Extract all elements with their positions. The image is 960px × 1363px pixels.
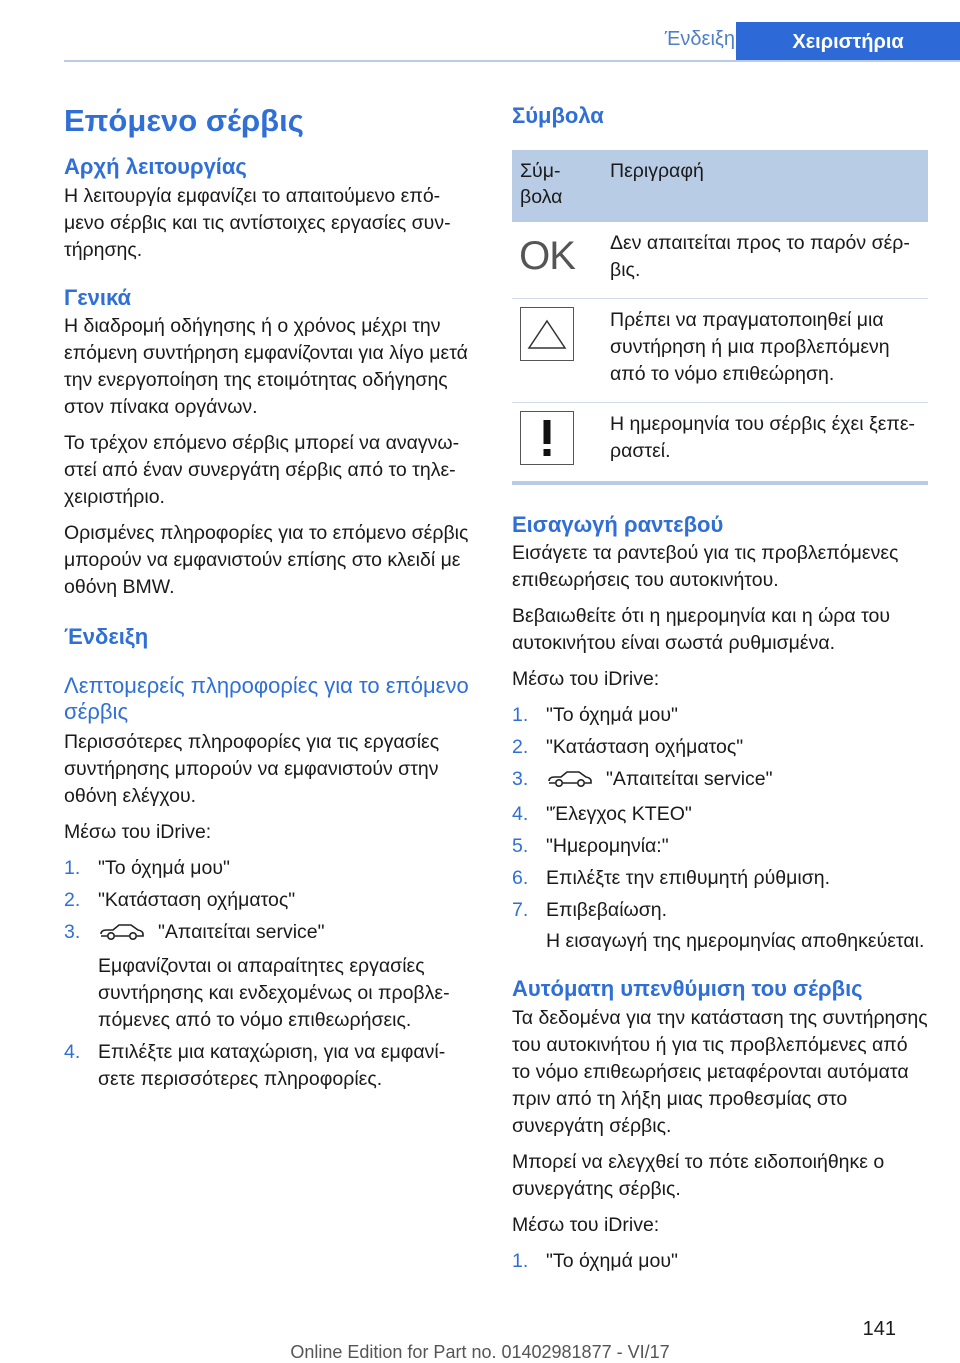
step-number: 4.: [64, 1041, 81, 1064]
list-item: [64, 1039, 474, 1093]
paragraph-function: Η λειτουργία εμφανίζει το απαιτούμενο επόμενο σέρβις και τις αντίστοιχες εργασίες συντήρησης.: [64, 184, 451, 261]
table-header-row: [512, 150, 928, 222]
steps-list-details: [64, 855, 474, 1093]
paragraph-appointment-2: Βεβαιωθείτε ότι η ημερομηνία και η ώρα του αυτοκινήτου είναι σωστά ρυθμισμένα.: [512, 605, 891, 654]
active-chapter-tab[interactable]: Χειριστήρια: [736, 22, 960, 62]
step-number: 5.: [512, 835, 529, 857]
symbol-cell: [512, 402, 602, 483]
list-item: [64, 887, 474, 914]
heading-display: Ένδειξη: [64, 624, 149, 650]
paragraph-via-idrive: Μέσω του iDrive:: [64, 821, 212, 844]
heading-appointment: Εισαγωγή ραντεβού: [512, 511, 724, 537]
step-number: 1.: [512, 704, 529, 726]
paragraph-auto-1: Τα δεδομένα για την κατάσταση της συντήρησης του αυτοκινήτου ή για τις προβλεπόμενες από το νόμο επιθεωρήσεις μεταφέρονται αυτόματα πριν από τη λήξη μιας προθεσμίας στο συνεργάτη σέρβις.: [512, 1006, 928, 1137]
symbol-cell: [512, 298, 602, 402]
step-text: "Έλεγχος ΚΤΕΟ": [546, 803, 692, 825]
section-tab[interactable]: Ένδειξη: [664, 28, 735, 50]
step-text: Επιβεβαίωση.: [546, 899, 668, 921]
paragraph-auto-2: Μπορεί να ελεγχθεί το πότε ειδοποιήθηκε ο συνεργάτης σέρβις.: [512, 1150, 885, 1200]
list-item: [512, 766, 928, 796]
step-number: 1.: [512, 1249, 529, 1272]
step-subtext: Η εισαγωγή της ημερομηνίας αποθηκεύεται.: [546, 930, 925, 952]
step-number: 3.: [64, 921, 81, 944]
step-text: "Το όχημά μου": [98, 857, 230, 880]
step-number: 2.: [64, 889, 81, 912]
step-number: 1.: [64, 857, 81, 880]
step-number: 7.: [512, 899, 529, 921]
exclamation-icon: [520, 411, 574, 465]
heading-auto-reminder: Αυτόματη υπενθύμιση του σέρβις: [512, 976, 863, 1001]
step-number: 3.: [512, 768, 529, 790]
step-number: 2.: [512, 736, 529, 758]
list-item: [64, 919, 474, 1034]
warning-triangle-icon: [520, 307, 574, 361]
step-text: "Κατάσταση οχήματος": [546, 736, 744, 758]
paragraph-details: Περισσότερες πληροφορίες για τις εργασίες συντήρησης μπορούν να εμφανιστούν στην οθόνη ελέγχου.: [64, 731, 440, 808]
table-header-symbols: Σύμβολα: [512, 150, 602, 222]
description-cell: Δεν απαιτείται προς το παρόν σέρβις.: [602, 222, 928, 299]
table-row: [512, 222, 928, 299]
step-text: "Απαιτείται service": [606, 768, 773, 790]
page-title: Επόμενο σέρβις: [64, 103, 304, 138]
step-subtext: Εμφανίζονται οι απαραίτητες εργασίες συντήρησης και ενδεχομένως οι προβλεπόμενες από το νόμο επιθεωρήσεις.: [98, 955, 450, 1032]
car-icon: [546, 768, 594, 796]
symbol-cell: [512, 222, 602, 299]
right-column: [512, 90, 928, 1280]
list-item: [512, 897, 928, 955]
list-item: [512, 734, 928, 761]
left-column: [64, 90, 474, 1098]
heading-function: Αρχή λειτουργίας: [64, 154, 247, 180]
step-text: Επιλέξτε την επιθυμητή ρύθμιση.: [546, 867, 830, 889]
step-text: Επιλέξτε μια καταχώριση, για να εμφανίσετε περισσότερες πληροφορίες.: [98, 1041, 446, 1091]
steps-list-appointment: [512, 702, 928, 955]
step-text: "Το όχημά μου": [546, 1249, 678, 1272]
page-number: 141: [862, 1318, 896, 1340]
heading-general: Γενικά: [64, 284, 132, 310]
step-number: 4.: [512, 803, 529, 825]
list-item: [512, 1248, 928, 1275]
step-text: "Ημερομηνία:": [546, 835, 669, 857]
list-item: [512, 833, 928, 860]
list-item: [512, 865, 928, 892]
header-bar: [64, 22, 960, 62]
car-icon: [98, 921, 146, 949]
paragraph-general-2: Το τρέχον επόμενο σέρβις μπορεί να αναγνωστεί από έναν συνεργάτη σέρβις από το τηλεχειριστήριο.: [64, 432, 460, 509]
step-number: 6.: [512, 867, 529, 889]
paragraph-general-1: Η διαδρομή οδήγησης ή ο χρόνος μέχρι την επόμενη συντήρηση εμφανίζονται για λίγο μετά την ενεργοποίηση της ετοιμότητας οδήγησης στον πίνακα οργάνων.: [64, 315, 468, 419]
list-item: [64, 855, 474, 882]
paragraph-via-idrive-2: Μέσω του iDrive:: [512, 1213, 660, 1236]
table-row: [512, 402, 928, 483]
table-row: [512, 298, 928, 402]
list-item: [512, 702, 928, 729]
description-cell: Η ημερομηνία του σέρβις έχει ξεπεραστεί.: [602, 402, 928, 483]
paragraph-appointment-1: Εισάγετε τα ραντεβού για τις προβλεπόμενες επιθεωρήσεις του αυτοκινήτου.: [512, 542, 899, 591]
table-header-description: Περιγραφή: [602, 150, 928, 222]
step-text: "Απαιτείται service": [158, 921, 325, 944]
steps-list-auto: [512, 1248, 928, 1275]
step-text: "Το όχημά μου": [546, 704, 678, 726]
edition-note: Online Edition for Part no. 01402981877 - VI/17: [290, 1342, 670, 1362]
ok-symbol-icon: [520, 230, 574, 284]
heading-symbols: Σύμβολα: [512, 103, 604, 128]
step-text: "Κατάσταση οχήματος": [98, 889, 296, 912]
paragraph-general-3: Ορισμένες πληροφορίες για το επόμενο σέρβις μπορούν να εμφανιστούν επίσης στο κλειδί με οθόνη BMW.: [64, 522, 469, 599]
symbols-table: [512, 150, 928, 485]
ok-symbol-text: OK: [519, 234, 575, 278]
heading-details: Λεπτομερείς πληροφορίες για το επόμενο σέρβις: [64, 672, 469, 725]
description-cell: Πρέπει να πραγματοποιηθεί μια συντήρηση ή μια προβλεπόμενη από το νόμο επιθεώρηση.: [602, 298, 928, 402]
list-item: [512, 801, 928, 828]
paragraph-via-idrive: Μέσω του iDrive:: [512, 668, 660, 690]
header-rule: [64, 60, 960, 62]
